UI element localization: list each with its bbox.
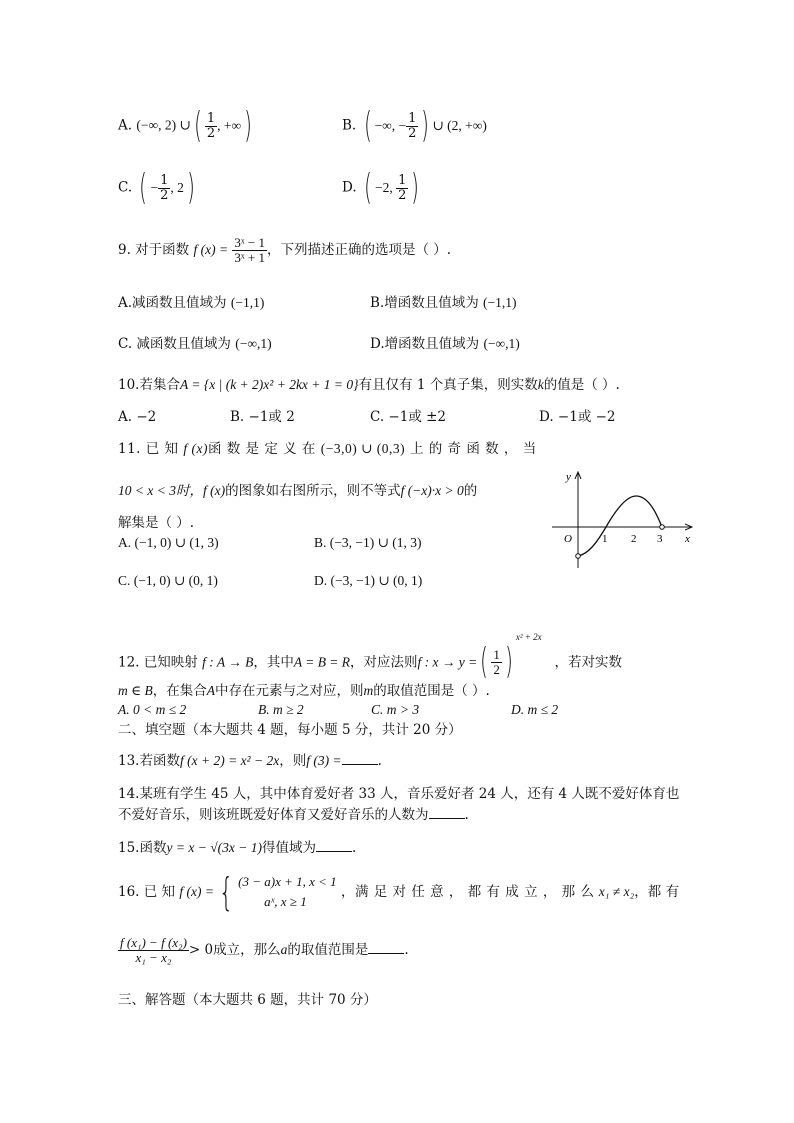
question-text: 解集是（ ）. xyxy=(118,515,195,531)
question-text: 13.若函数 xyxy=(118,753,180,769)
paren-right: ) xyxy=(187,167,195,208)
paren-right: ) xyxy=(411,167,420,208)
q9-option-c xyxy=(118,336,272,352)
q8-option-d xyxy=(342,167,422,208)
option-text: C. 减函数且值域为 xyxy=(118,336,231,352)
section-heading-solutions: 三、解答题（本大题共 6 题，共计 70 分） xyxy=(118,992,377,1008)
math-expression: f (x) xyxy=(202,483,226,498)
question-text: ，对应法则 xyxy=(350,654,418,671)
paren-right: ) xyxy=(421,105,430,146)
x-axis-label: x xyxy=(685,533,690,545)
brace-left: { xyxy=(218,870,234,915)
q9-option-d xyxy=(370,336,520,352)
option-text: D. (−3, −1) ∪ (0, 1) xyxy=(314,573,423,588)
q11-option-b xyxy=(314,535,422,551)
option-label: C. xyxy=(118,179,133,196)
paren-right: ) xyxy=(504,641,513,683)
q10-option-b xyxy=(230,409,295,425)
fraction-numerator: 1 xyxy=(493,647,500,663)
math-expression: f (x + 2) = x² − 2x xyxy=(179,753,280,768)
math-expression: (−∞,1) xyxy=(235,336,272,351)
exponent: x² + 2x xyxy=(515,632,542,642)
math-expression: f (3) = xyxy=(306,753,342,768)
q14-line2 xyxy=(118,806,469,823)
paren-left: ( xyxy=(139,167,148,208)
question-text: ，满 足 对 任 意 ， 都 有 成 立 ， 那 么 xyxy=(340,884,595,901)
q12-option-c xyxy=(371,702,419,718)
fraction-denominator: 2 xyxy=(493,662,500,677)
fraction-numerator: 1 xyxy=(398,173,407,189)
fraction-numerator: 1 xyxy=(206,111,216,127)
answer-blank xyxy=(429,806,465,819)
q9-option-b xyxy=(370,295,517,311)
math-expression: x₁ ≠ x₂ xyxy=(598,884,635,900)
math-expression: A = {x | (k + 2)x² + 2kx + 1 = 0} xyxy=(179,377,359,392)
fraction-denominator: 2 xyxy=(408,125,417,141)
q11-stem-line3 xyxy=(118,515,194,531)
fraction-numerator: 1 xyxy=(408,111,417,127)
option-text: A.减函数且值域为 xyxy=(118,295,227,311)
question-text: 有且仅有 1 个真子集，则实数 xyxy=(358,377,538,393)
paren-left: ( xyxy=(364,167,372,208)
option-math: , 2 xyxy=(170,180,184,196)
paren-left: ( xyxy=(363,105,372,146)
math-expression: (−∞,1) xyxy=(483,336,520,351)
q9-option-a xyxy=(118,295,264,311)
q9-stem xyxy=(118,236,451,264)
option-label: A. xyxy=(118,117,133,134)
q14-line1: 14.某班有学生 45 人，其中体育爱好者 33 人，音乐爱好者 24 人，还有 4 人既不爱好体育也 xyxy=(118,786,680,802)
question-text: 9. 对于函数 xyxy=(118,242,190,259)
fraction-numerator: f (x₁) − f (x₂) xyxy=(120,935,187,950)
paren-left: ( xyxy=(480,641,489,683)
question-text: 的取值范围是 xyxy=(287,942,369,959)
option-math: −2, xyxy=(374,180,397,196)
question-text: 不爱好音乐，则该班既爱好体育又爱好音乐的人数为 xyxy=(118,807,429,823)
question-text: 中存在元素与之对应，则 xyxy=(215,683,364,699)
question-text: . xyxy=(464,807,469,823)
math-expression: (−1,1) xyxy=(483,295,517,310)
question-text: . xyxy=(351,840,357,856)
answer-blank xyxy=(342,752,378,765)
question-text: 的值是（ ）. xyxy=(543,377,620,393)
math-expression: A = B = R xyxy=(293,654,351,670)
fraction-numerator: 1 xyxy=(160,173,169,189)
option-text: B. (−3, −1) ∪ (1, 3) xyxy=(314,535,422,550)
fraction xyxy=(396,174,408,202)
question-text: 的 xyxy=(463,483,478,499)
case-row: (3 − a)x + 1, x < 1 xyxy=(238,874,337,889)
question-text: ，则 xyxy=(279,753,307,769)
case-row: aˣ, x ≥ 1 xyxy=(264,894,307,910)
option-text: D. m ≤ 2 xyxy=(511,702,559,717)
math-expression: y = x − √(3x − 1) xyxy=(166,840,262,855)
option-text: D.增函数且值域为 xyxy=(370,336,480,352)
fraction-denominator: 2 xyxy=(206,125,216,141)
math-expression: f (x) = xyxy=(179,884,214,900)
answer-blank xyxy=(368,941,404,954)
math-variable: k xyxy=(537,377,544,392)
option-text: D. −1或 −2 xyxy=(539,409,616,425)
fraction xyxy=(232,236,267,264)
q12-stem-line2 xyxy=(118,683,490,699)
fraction-denominator: 3ˣ + 1 xyxy=(234,249,265,265)
option-text: B. −1或 2 xyxy=(230,409,295,425)
option-text: A. 0 < m ≤ 2 xyxy=(118,702,187,717)
fraction-denominator: 2 xyxy=(398,187,407,203)
option-text: C. −1或 ±2 xyxy=(370,409,447,425)
question-text: 15.函数 xyxy=(118,840,167,856)
math-variable: a xyxy=(280,942,288,958)
q10-option-d xyxy=(539,409,616,425)
q11-stem-line1 xyxy=(118,441,537,457)
question-text: . xyxy=(377,753,382,769)
open-endpoint-right xyxy=(660,525,665,530)
paren-right: ) xyxy=(244,105,252,146)
math-expression: f (−x)·x > 0 xyxy=(400,483,464,498)
piecewise-cases xyxy=(238,872,337,912)
question-text: 函 数 是 定 义 在 xyxy=(207,441,316,457)
tick-label-3: 3 xyxy=(657,533,663,545)
option-math: , +∞ xyxy=(217,118,242,134)
q15 xyxy=(118,839,356,856)
question-text: 的图象如右图所示，则不等式 xyxy=(225,483,401,499)
q12-option-d xyxy=(511,702,558,718)
option-label: B. xyxy=(342,117,357,134)
open-endpoint-left xyxy=(576,554,581,559)
q12-option-a xyxy=(118,702,186,718)
q11-option-d xyxy=(314,573,422,589)
option-math: (−∞, 2) ∪ xyxy=(136,117,191,133)
q11-stem-line2 xyxy=(118,483,477,499)
q16-line1 xyxy=(118,870,680,915)
math-expression: (−3,0) ∪ (0,3) xyxy=(320,441,406,456)
q8-option-a xyxy=(118,105,255,146)
paren-left: ( xyxy=(193,105,202,146)
fraction-numerator: 3ˣ − 1 xyxy=(234,235,265,250)
question-text: 16. 已 知 xyxy=(118,884,176,901)
question-text: ，若对实数 xyxy=(554,654,622,671)
fraction-denominator: x₁ − x₂ xyxy=(135,949,172,965)
question-text: > 0成立，那么 xyxy=(188,942,281,959)
origin-label: O xyxy=(564,533,572,545)
question-text: ，都 有 xyxy=(634,884,680,901)
fraction xyxy=(158,174,170,202)
q10-option-c xyxy=(370,409,446,425)
function-curve xyxy=(578,496,662,556)
option-text: A. (−1, 0) ∪ (1, 3) xyxy=(118,535,219,550)
option-text: C. (−1, 0) ∪ (0, 1) xyxy=(118,573,218,588)
q10-option-a xyxy=(118,409,156,425)
math-expression: f (x) xyxy=(183,441,208,456)
question-text: ，下列描述正确的选项是（ ）. xyxy=(266,242,452,259)
math-variable: m xyxy=(363,683,374,698)
q10-stem xyxy=(118,377,620,393)
option-math: − xyxy=(150,180,159,196)
question-text: 上 的 奇 函 数 ， 当 xyxy=(409,441,537,457)
math-variable: A xyxy=(206,683,215,698)
question-text: ，在集合 xyxy=(152,683,207,699)
answer-blank xyxy=(316,839,352,852)
question-text: . xyxy=(404,942,409,959)
q16-line2 xyxy=(118,936,409,964)
math-expression: (−1,1) xyxy=(230,295,265,310)
q11-option-a xyxy=(118,535,219,551)
question-text: 得值域为 xyxy=(261,840,316,856)
option-text: B. m ≥ 2 xyxy=(258,702,304,717)
question-text: ，其中 xyxy=(253,654,294,671)
fraction xyxy=(118,936,189,964)
math-expression: f : A → B xyxy=(202,654,254,670)
q8-option-c xyxy=(118,167,198,208)
option-text: A. −2 xyxy=(118,409,157,425)
option-text: C. m > 3 xyxy=(371,702,420,717)
math-expression: f (x) = xyxy=(193,242,229,258)
option-math: −∞, − xyxy=(374,118,407,134)
q8-option-b xyxy=(342,105,487,146)
question-text: 10.若集合 xyxy=(118,377,180,393)
fraction xyxy=(406,112,418,140)
fraction xyxy=(491,648,502,676)
tick-label-1: 1 xyxy=(602,533,608,545)
math-expression: m ∈ B xyxy=(118,683,153,698)
q12-option-b xyxy=(258,702,304,718)
question-text: 11. 已 知 xyxy=(118,441,179,457)
q12-stem-line1 xyxy=(118,632,622,683)
section-heading-fill-in: 二、填空题（本大题共 4 题，每小题 5 分，共计 20 分） xyxy=(118,722,462,738)
q11-option-c xyxy=(118,573,218,589)
function-graph xyxy=(548,464,696,572)
question-text: 的取值范围是（ ）. xyxy=(373,683,490,699)
option-math: ∪ (2, +∞) xyxy=(432,118,487,134)
option-text: B.增函数且值域为 xyxy=(370,295,479,311)
math-expression: 10 < x < 3时， xyxy=(118,483,203,498)
q13 xyxy=(118,752,382,769)
question-text: 12. 已知映射 xyxy=(118,654,198,671)
tick-label-2: 2 xyxy=(631,533,637,545)
fraction-denominator: 2 xyxy=(160,187,169,203)
fraction xyxy=(205,112,217,140)
option-label: D. xyxy=(342,179,357,196)
y-axis-label: y xyxy=(566,471,571,483)
math-expression: f : x → y = xyxy=(417,654,478,670)
